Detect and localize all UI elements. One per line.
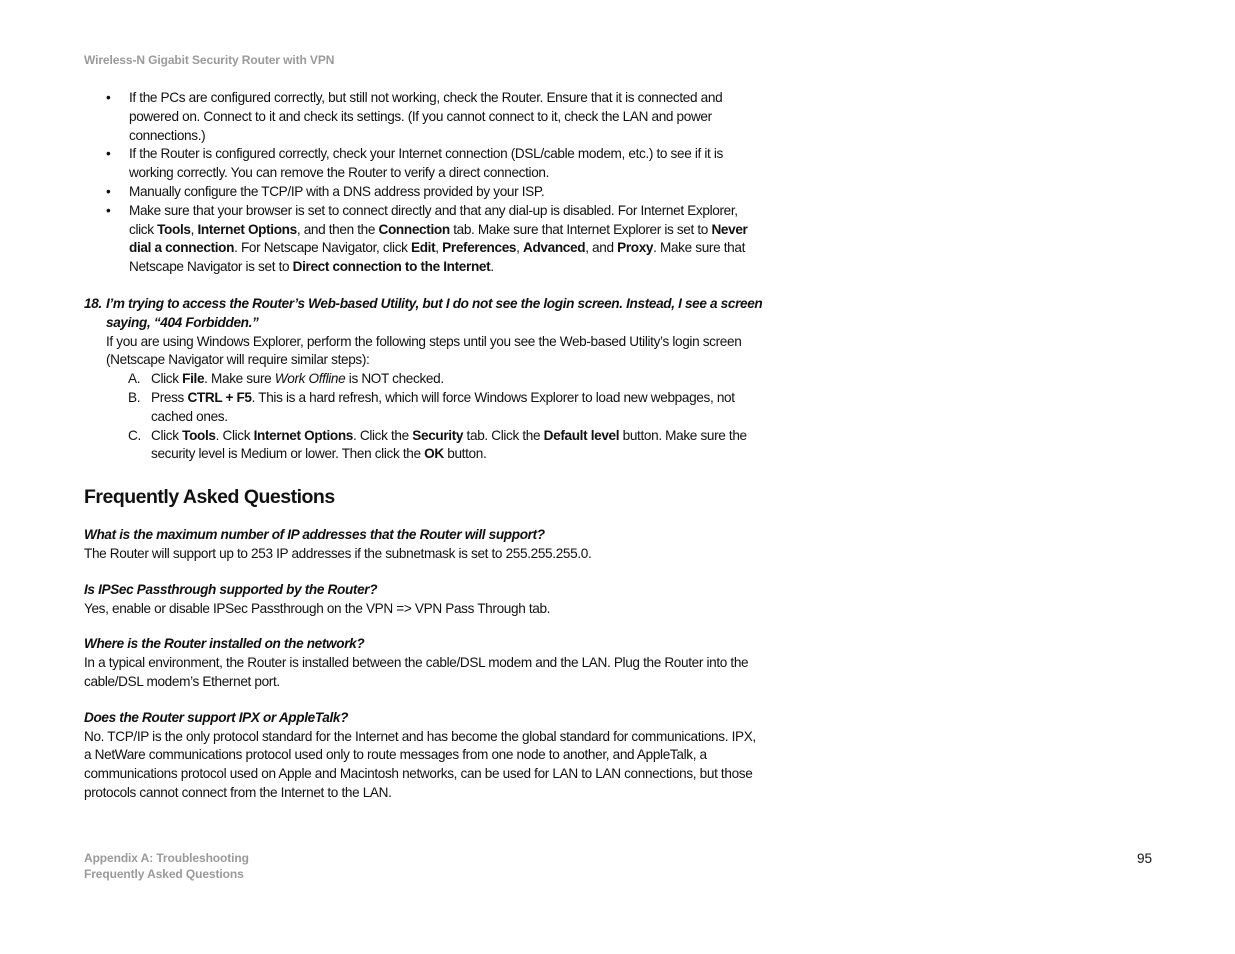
step-text	[151, 371, 444, 386]
bold-term: Proxy	[617, 240, 654, 256]
bullet-dot: •	[106, 90, 111, 105]
step-letter: A.	[128, 371, 141, 387]
bold-term: Security	[412, 427, 464, 443]
text-run: . Click the	[353, 427, 413, 443]
bullet-item	[84, 183, 764, 202]
step-item	[106, 427, 764, 465]
bold-term: Default level	[543, 427, 620, 443]
bold-term: OK	[424, 446, 444, 462]
text-run: .	[490, 259, 494, 275]
bold-term: Direct connection to the Internet	[292, 259, 491, 275]
faq-question: Does the Router support IPX or AppleTalk?	[84, 709, 349, 725]
bullet-dot: •	[106, 202, 111, 218]
text-run: Press	[151, 389, 188, 405]
step-item	[106, 389, 764, 427]
bold-term: Advanced	[523, 240, 586, 256]
text-run: . For Netscape Navigator, click	[234, 240, 412, 256]
bullet-item	[84, 89, 764, 145]
text-run: button.	[443, 446, 487, 462]
italic-term: Work Offline	[274, 371, 346, 387]
bullet-dot: •	[106, 146, 111, 162]
text-run: If the Router is configured correctly, check your Internet connection (DSL/cable modem, etc.) to see if it is working correctly. You can remove the Router to verify a direct connection.	[129, 146, 723, 181]
page-number: 95	[1137, 851, 1153, 866]
bullet-dot: •	[106, 183, 111, 199]
text-run: button. Make sure the security level is Medium or lower. Then click the	[151, 427, 747, 462]
main-content	[84, 89, 764, 803]
faq-question: Where is the Router installed on the network?	[84, 636, 365, 652]
bold-term: Tools	[182, 427, 216, 443]
text-run: . Make sure	[204, 371, 275, 387]
footer-chapter: Appendix A: Troubleshooting	[84, 851, 249, 865]
text-run: , and	[585, 240, 618, 256]
bullet-item	[84, 145, 764, 183]
step-item	[106, 370, 764, 389]
bold-term: Internet Options	[197, 221, 297, 237]
text-run: . This is a hard refresh, which will force Windows Explorer to load new webpages, not cached ones.	[151, 389, 735, 424]
text-run: Click	[151, 371, 183, 387]
text-run: ,	[435, 240, 443, 256]
bullet-item	[84, 202, 764, 277]
bold-term: CTRL + F5	[187, 389, 252, 405]
text-run: ,	[516, 240, 524, 256]
question-number: 18.	[84, 295, 102, 311]
bold-term: Preferences	[442, 240, 517, 256]
footer-section: Frequently Asked Questions	[84, 867, 244, 881]
running-footer	[84, 850, 249, 882]
running-header: Wireless-N Gigabit Security Router with VPN	[84, 53, 335, 67]
bullet-text	[129, 184, 544, 199]
faq-item	[84, 581, 764, 619]
text-run: is NOT checked.	[345, 371, 444, 387]
step-text	[151, 390, 735, 424]
bullet-text	[129, 90, 722, 143]
faq-answer: The Router will support up to 253 IP addresses if the subnetmask is set to 255.255.255.0.	[84, 545, 592, 561]
text-run: ,	[190, 221, 198, 237]
faq-answer: No. TCP/IP is the only protocol standard for the Internet and has become the global standard for communications. IPX, a NetWare communications protocol used only to route messages from one node to another, and AppleTalk, a communications protocol used on Apple and Macintosh networks, can be used for LAN to LAN connections, but those protocols cannot connect from the Internet to the LAN.	[84, 728, 756, 800]
faq-item	[84, 635, 764, 691]
faq-item	[84, 526, 764, 564]
question-18-steps	[106, 370, 764, 464]
step-letter: C.	[128, 427, 141, 443]
question-18-title: I’m trying to access the Router’s Web-based Utility, but I do not see the login screen. Instead, I see a screen saying, “404 Forbidden.”	[106, 295, 763, 330]
faq-question: Is IPSec Passthrough supported by the Router?	[84, 581, 378, 597]
bullet-text	[129, 146, 723, 180]
text-run: . Click	[215, 427, 254, 443]
section-heading: Frequently Asked Questions	[84, 486, 335, 509]
text-run: , and then the	[296, 221, 379, 237]
step-letter: B.	[128, 389, 141, 405]
text-run: Manually configure the TCP/IP with a DNS address provided by your ISP.	[129, 183, 545, 199]
bold-term: Tools	[157, 221, 191, 237]
faq-answer: In a typical environment, the Router is installed between the cable/DSL modem and the LAN. Plug the Router into the cable/DSL modem’s Ethernet port.	[84, 655, 749, 689]
bullet-text	[129, 203, 747, 274]
text-run: . Make sure that Netscape Navigator is set to	[129, 240, 746, 275]
text-run: tab. Click the	[463, 427, 544, 443]
step-text	[151, 428, 747, 462]
question-18-block	[84, 295, 764, 464]
question-18-intro: If you are using Windows Explorer, perform the following steps until you see the Web-based Utility’s login screen (Netscape Navigator will require similar steps):	[106, 333, 742, 368]
faq-question: What is the maximum number of IP addresses that the Router will support?	[84, 527, 545, 543]
text-run: tab. Make sure that Internet Explorer is set to	[449, 221, 712, 237]
faq-answer: Yes, enable or disable IPSec Passthrough on the VPN => VPN Pass Through tab.	[84, 600, 551, 616]
troubleshooting-bullet-list	[84, 89, 764, 277]
bold-term: Connection	[378, 221, 450, 237]
faq-item	[84, 709, 764, 803]
text-run: Make sure that your browser is set to connect directly and that any dial-up is disabled. For Internet Explorer, click	[129, 202, 738, 237]
text-run: Click	[151, 427, 183, 443]
bold-term: Edit	[411, 240, 436, 256]
text-run: If the PCs are configured correctly, but still not working, check the Router. Ensure that it is connected and powered on. Connect to it and check its settings. (If you cannot connect to it, check the LAN and power connections.)	[129, 90, 723, 143]
bold-term: Never dial a connection	[129, 221, 748, 256]
bold-term: File	[182, 371, 205, 387]
bold-term: Internet Options	[253, 427, 353, 443]
